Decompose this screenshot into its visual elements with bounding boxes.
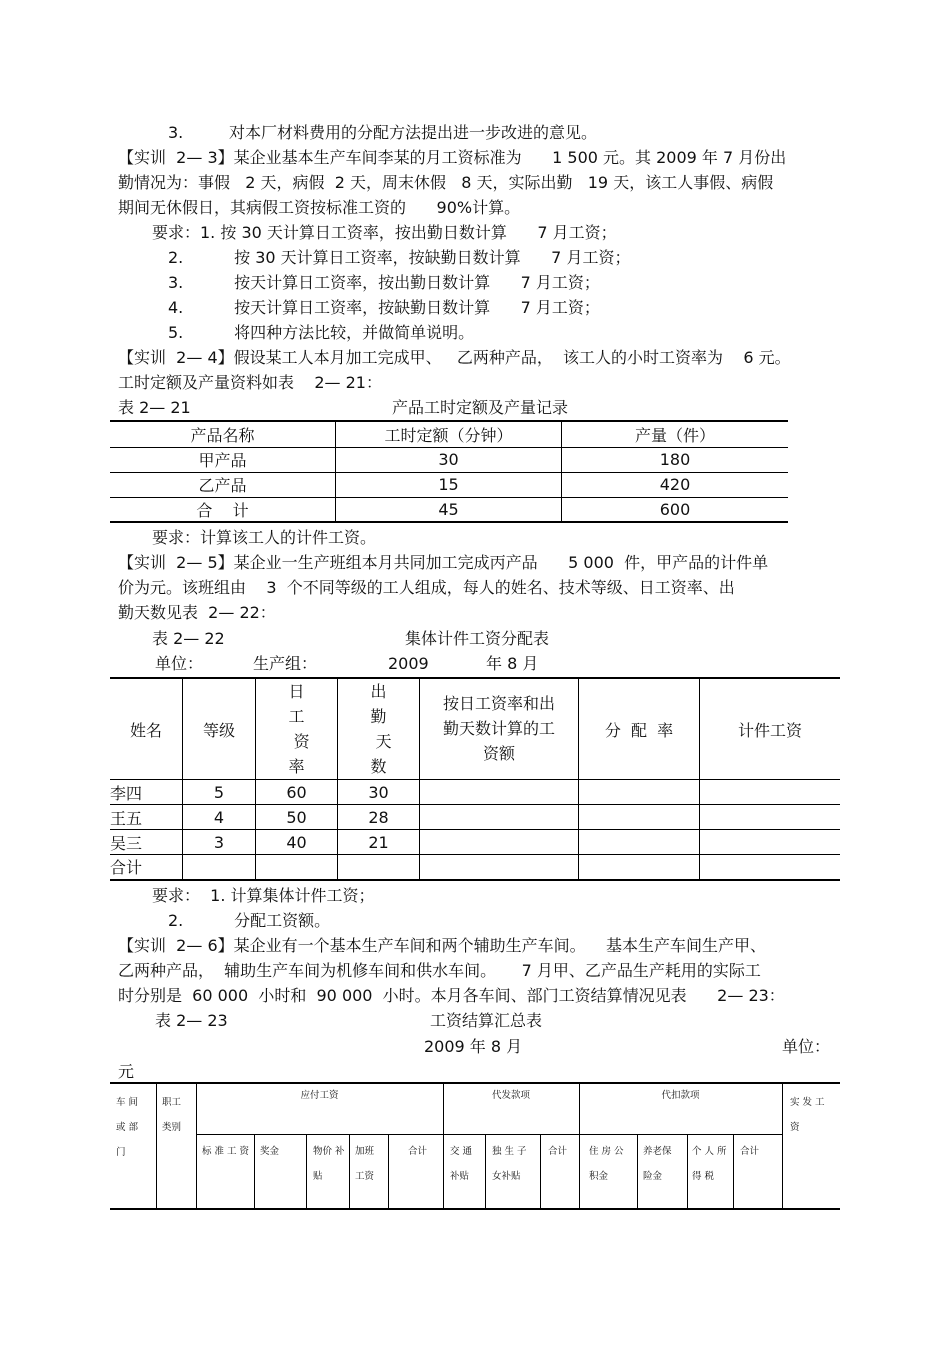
text-line: 工时定额及产量资料如表 2— 21： bbox=[118, 373, 382, 392]
table-cell: 合计 bbox=[110, 855, 183, 880]
table-title: 集体计件工资分配表 bbox=[405, 629, 550, 648]
date-label: 2009 年 8 月 bbox=[424, 1037, 523, 1056]
header-cell: 等级 bbox=[183, 678, 256, 780]
table-cell: 45 bbox=[336, 497, 562, 522]
unit-label: 单位： bbox=[155, 654, 204, 673]
table-cell bbox=[256, 855, 338, 880]
table-number: 表 2— 23 bbox=[155, 1011, 228, 1030]
sub-header: 物价 补贴 bbox=[313, 1146, 345, 1182]
requirement-line: 2. 分配工资额。 bbox=[168, 911, 331, 930]
table-cell: 3 bbox=[183, 830, 256, 855]
table-cell bbox=[579, 805, 700, 830]
text-line: 期间无休假日，其病假工资按标准工资的 90%计算。 bbox=[118, 198, 521, 217]
table-cell: 王五 bbox=[110, 805, 183, 830]
table-cell bbox=[700, 780, 841, 805]
header-proxy-pay: 代发款项 bbox=[491, 1090, 530, 1101]
requirement-line: 3. 按天计算日工资率，按出勤日数计算 7 月工资； bbox=[168, 273, 600, 292]
header-cell: 姓名 bbox=[110, 678, 183, 780]
text-line: 时分别是 60 000 小时和 90 000 小时。本月各车间、部门工资结算情况见表 2— 23： bbox=[118, 986, 785, 1005]
requirement-line: 要求：1. 按 30 天计算日工资率，按出勤日数计算 7 月工资； bbox=[152, 223, 617, 242]
table-cell: 4 bbox=[183, 805, 256, 830]
requirement-line: 要求：计算该工人的计件工资。 bbox=[152, 528, 377, 547]
table-cell: 30 bbox=[338, 780, 420, 805]
header-cell: 产品名称 bbox=[110, 421, 336, 447]
requirement-line: 要求： 1. 计算集体计件工资； bbox=[152, 886, 375, 905]
table-cell: 5 bbox=[183, 780, 256, 805]
table-cell bbox=[700, 830, 841, 855]
header-staff-type: 职工 类别 bbox=[162, 1097, 182, 1133]
sub-header: 独 生 子 女补贴 bbox=[492, 1146, 527, 1182]
header-cell: 分 配 率 bbox=[579, 678, 700, 780]
sub-header: 住 房 公 积金 bbox=[589, 1146, 624, 1182]
sub-header: 合计 bbox=[548, 1146, 568, 1157]
sub-header: 合计 bbox=[408, 1146, 428, 1157]
table-cell bbox=[183, 855, 256, 880]
header-cell: 工时定额（分钟） bbox=[336, 421, 562, 447]
table-cell: 60 bbox=[256, 780, 338, 805]
header-deduct: 代扣款项 bbox=[661, 1090, 700, 1101]
table-title: 产品工时定额及产量记录 bbox=[392, 398, 569, 417]
table-cell: 420 bbox=[562, 472, 789, 497]
header-cell: 出 勤 天 数 bbox=[338, 678, 420, 780]
table-cell: 21 bbox=[338, 830, 420, 855]
product-hours-table bbox=[110, 420, 788, 523]
sub-header: 养老保 险金 bbox=[643, 1146, 672, 1182]
text-line: 3. 对本厂材料费用的分配方法提出进一步改进的意见。 bbox=[168, 123, 598, 142]
text-line: 【实训 2— 3】某企业基本生产车间李某的月工资标准为 1 500 元。其 2009 年 7 月份出 bbox=[118, 148, 787, 167]
sub-header: 交 通 补贴 bbox=[450, 1146, 473, 1182]
year-label: 2009 bbox=[388, 654, 429, 673]
sub-header: 个 人 所 得 税 bbox=[692, 1146, 727, 1182]
requirement-line: 2. 按 30 天计算日工资率，按缺勤日数计算 7 月工资； bbox=[168, 248, 631, 267]
table-cell bbox=[420, 830, 579, 855]
header-payable: 应付工资 bbox=[300, 1090, 339, 1101]
table-title: 工资结算汇总表 bbox=[430, 1011, 543, 1030]
table-cell: 甲产品 bbox=[110, 447, 336, 472]
table-cell: 40 bbox=[256, 830, 338, 855]
header-cell: 计件工资 bbox=[700, 678, 841, 780]
sub-header: 合计 bbox=[740, 1146, 760, 1157]
table-number: 表 2— 21 bbox=[118, 398, 191, 417]
group-piecework-table bbox=[110, 677, 840, 881]
table-cell: 李四 bbox=[110, 780, 183, 805]
sub-header: 标 准 工 资 bbox=[202, 1146, 250, 1157]
table-cell: 30 bbox=[336, 447, 562, 472]
sub-header: 奖金 bbox=[260, 1146, 280, 1157]
header-actual-pay: 实 发 工 资 bbox=[790, 1097, 825, 1133]
text-line: 【实训 2— 6】某企业有一个基本生产车间和两个辅助生产车间。 基本生产车间生产甲、 bbox=[118, 936, 766, 955]
table-cell bbox=[579, 855, 700, 880]
text-line: 价为元。该班组由 3 个不同等级的工人组成，每人的姓名、技术等级、日工资率、出 bbox=[118, 578, 735, 597]
text-line: 乙两种产品， 辅助生产车间为机修车间和供水车间。 7 月甲、乙产品生产耗用的实际工 bbox=[118, 961, 761, 980]
header-cell: 日 工 资 率 bbox=[256, 678, 338, 780]
table-cell: 600 bbox=[659, 499, 691, 519]
table-cell: 180 bbox=[562, 447, 789, 472]
text-line: 【实训 2— 5】某企业一生产班组本月共同加工完成丙产品 5 000 件，甲产品的计件单 bbox=[118, 553, 769, 572]
unit-label: 元 bbox=[118, 1062, 135, 1081]
text-line: 勤情况为：事假 2 天，病假 2 天，周末休假 8 天，实际出勤 19 天，该工人事假、病假 bbox=[118, 173, 774, 192]
requirement-line: 4. 按天计算日工资率，按缺勤日数计算 7 月工资； bbox=[168, 298, 600, 317]
table-cell: 合 计 bbox=[110, 497, 336, 522]
table-cell: 吴三 bbox=[110, 830, 183, 855]
table-cell: 28 bbox=[338, 805, 420, 830]
month-label: 年 8 月 bbox=[486, 654, 539, 673]
requirement-line: 5. 将四种方法比较，并做简单说明。 bbox=[168, 323, 475, 342]
group-label: 生产组： bbox=[253, 654, 318, 673]
table-cell bbox=[420, 855, 579, 880]
table-cell bbox=[579, 780, 700, 805]
table-number: 表 2— 22 bbox=[152, 629, 225, 648]
table-cell: 50 bbox=[256, 805, 338, 830]
header-cell: 按日工资率和出 勤天数计算的工 资额 bbox=[420, 678, 579, 780]
text-line: 勤天数见表 2— 22： bbox=[118, 603, 276, 622]
table-cell bbox=[700, 805, 841, 830]
table-cell: 乙产品 bbox=[110, 472, 336, 497]
table-cell: 15 bbox=[336, 472, 562, 497]
text-line: 【实训 2— 4】假设某工人本月加工完成甲、 乙两种产品， 该工人的小时工资率为 6 元。 bbox=[118, 348, 791, 367]
table-cell bbox=[420, 780, 579, 805]
header-cell: 产量（件） bbox=[562, 421, 789, 447]
unit-label: 单位： bbox=[782, 1037, 831, 1056]
table-cell bbox=[579, 830, 700, 855]
table-cell bbox=[420, 805, 579, 830]
header-dept: 车 间 或 部 门 bbox=[116, 1097, 139, 1158]
table-cell bbox=[700, 855, 841, 880]
table-cell bbox=[338, 855, 420, 880]
sub-header: 加班 工资 bbox=[355, 1146, 375, 1182]
